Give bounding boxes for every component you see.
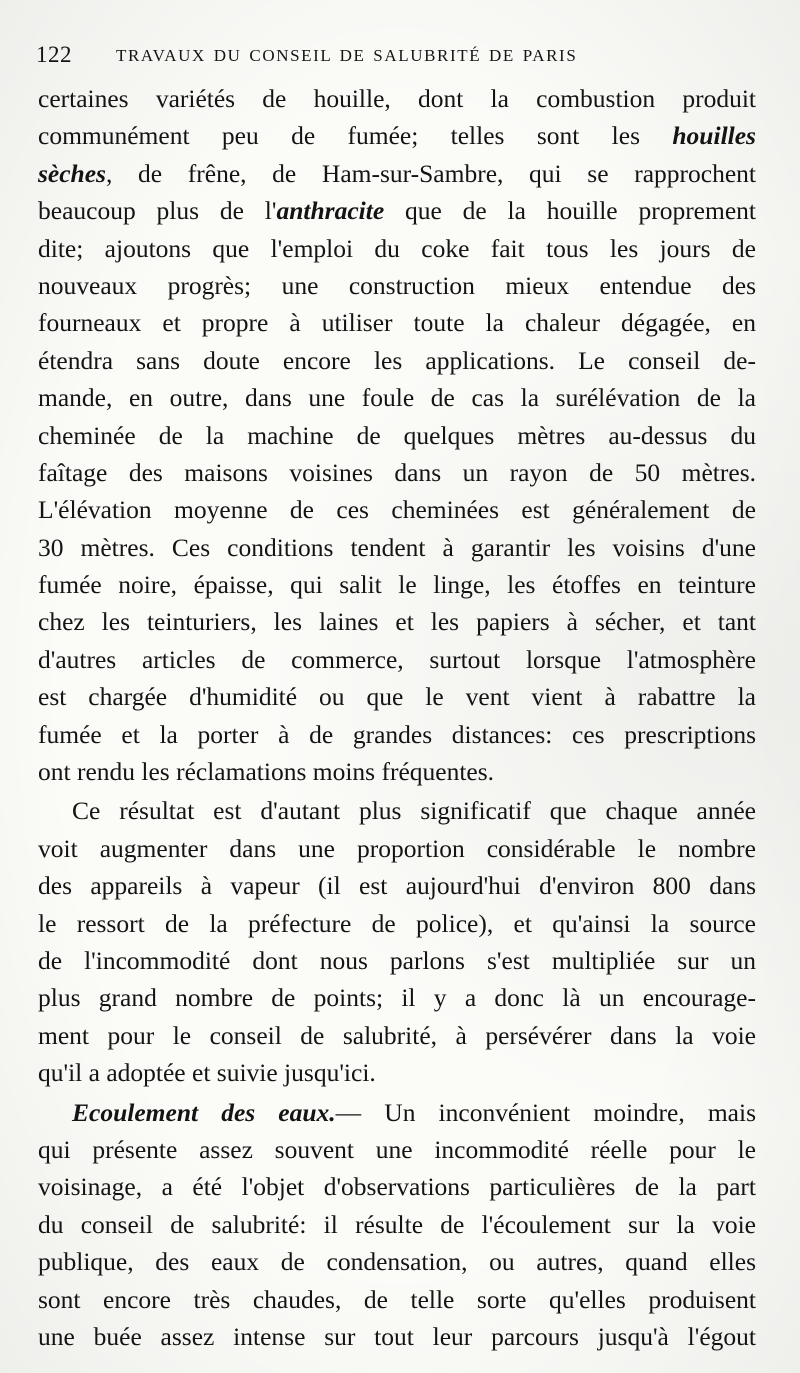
- text-line: nouveaux progrès; une construction mieux entendue des: [38, 270, 756, 300]
- text-line: Ecoulement des eaux.— Un inconvénient moindre, mais: [72, 1097, 756, 1127]
- running-title: TRAVAUX DU CONSEIL DE SALUBRITÉ DE PARIS: [116, 46, 578, 65]
- paragraph-end-line: qu'il a adoptée et suivie jusqu'ici.: [38, 1058, 376, 1088]
- text-line: beaucoup plus de l'anthracite que de la houille proprement: [38, 196, 756, 226]
- page-number: 122: [36, 42, 72, 67]
- running-head: [36, 42, 756, 72]
- text-line: voisinage, a été l'objet d'observations particulières de la part: [38, 1172, 756, 1202]
- text-line: certaines variétés de houille, dont la combustion produit: [38, 84, 756, 113]
- body-text: [38, 80, 756, 1355]
- italic-term: houilles: [672, 121, 756, 151]
- section-heading: Ecoulement des eaux.: [72, 1097, 336, 1127]
- italic-term: sèches: [38, 158, 106, 188]
- text-line: publique, des eaux de condensation, ou autres, quand elles: [38, 1247, 756, 1277]
- text-line: une buée assez intense sur tout leur parcours jusqu'à l'égout: [38, 1321, 756, 1351]
- text-line: L'élévation moyenne de ces cheminées est généralement de: [38, 495, 756, 525]
- text-line: étendra sans doute encore les applications. Le conseil de-: [38, 345, 756, 375]
- text-line: cheminée de la machine de quelques mètres au-dessus du: [38, 420, 756, 450]
- text-line: sont encore très chaudes, de telle sorte qu'elles produisent: [38, 1284, 756, 1314]
- text-line: des appareils à vapeur (il est aujourd'hui d'environ 800 dans: [38, 871, 756, 901]
- text-line: communément peu de fumée; telles sont les houilles: [38, 121, 756, 151]
- text-line: fumée noire, épaisse, qui salit le linge, les étoffes en teinture: [38, 570, 756, 600]
- text-line: chez les teinturiers, les laines et les papiers à sécher, et tant: [38, 607, 756, 637]
- text-line: faîtage des maisons voisines dans un rayon de 50 mètres.: [38, 457, 756, 487]
- text-line: fumée et la porter à de grandes distances: ces prescriptions: [38, 719, 756, 749]
- text-line: plus grand nombre de points; il y a donc là un encourage-: [38, 983, 756, 1013]
- text-line: sèches, de frêne, de Ham-sur-Sambre, qui se rapprochent: [38, 158, 756, 188]
- text-line: du conseil de salubrité: il résulte de l'écoulement sur la voie: [38, 1209, 756, 1239]
- text-line: de l'incommodité dont nous parlons s'est multipliée sur un: [38, 945, 756, 975]
- italic-term: anthracite: [276, 196, 385, 226]
- text-line: d'autres articles de commerce, surtout lorsque l'atmosphère: [38, 644, 756, 674]
- text-line: ment pour le conseil de salubrité, à persévérer dans la voie: [38, 1020, 756, 1050]
- text-line: qui présente assez souvent une incommodité réelle pour le: [38, 1134, 756, 1164]
- text-line: est chargée d'humidité ou que le vent vient à rabattre la: [38, 682, 756, 712]
- paragraph-end-line: ont rendu les réclamations moins fréquentes.: [38, 757, 495, 787]
- text-line: dite; ajoutons que l'emploi du coke fait tous les jours de: [38, 233, 756, 263]
- text-line: voit augmenter dans une proportion considérable le nombre: [38, 833, 756, 863]
- text-line: Ce résultat est d'autant plus significatif que chaque année: [72, 796, 756, 826]
- text-line: 30 mètres. Ces conditions tendent à garantir les voisins d'une: [38, 532, 756, 562]
- text-line: fourneaux et propre à utiliser toute la chaleur dégagée, en: [38, 308, 756, 338]
- text-line: mande, en outre, dans une foule de cas la surélévation de la: [38, 383, 756, 413]
- text-line: le ressort de la préfecture de police), et qu'ainsi la source: [38, 908, 756, 938]
